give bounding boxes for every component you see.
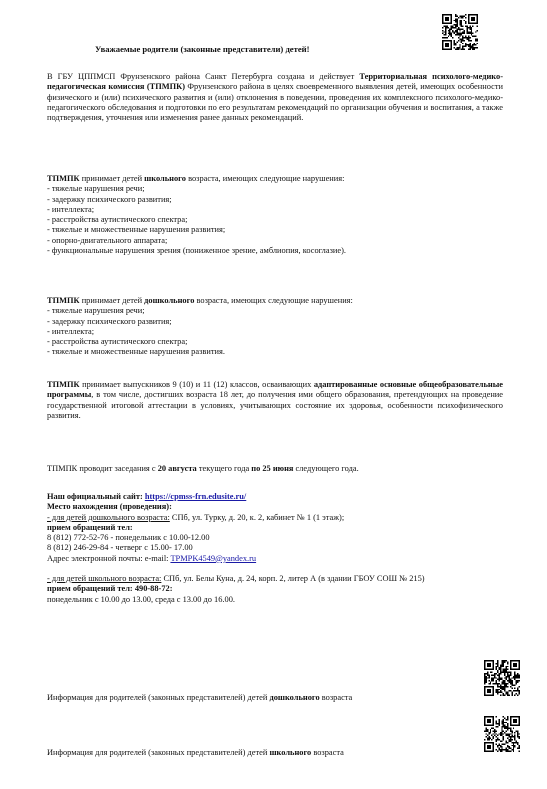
list-item: - тяжелые и множественные нарушения развития; [47,225,226,235]
list-item: - функциональные нарушения зрения (пониженное зрение, амблиопия, косоглазие). [47,246,346,256]
preschool-section [47,296,503,358]
intro-paragraph: В ГБУ ЦППМСП Фрунзенского района Санкт Петербурга создана и действует Территориальная психолого-медико-педагогическая комиссия (ТПМПК) Фрунзенского района в целях своевременного выявления детей, имеющих особенности физического и (или) психического развития и (или) отклонения в поведении, проведения их комплексного психолого-медико-педагогического обследования и подготовки по его результатам рекомендаций по организации обучения и воспитания, а также подтверждения, уточнения или изменения ранее данных рекомендаций. [47,72,503,123]
site-line: Наш официальный сайт: https://cpmss-frn.edusite.ru/ [47,492,247,501]
footer-school-info: Информация для родителей (законных представителей) детей школьного возраста [47,748,344,757]
list-item: - задержку психического развития; [47,316,172,326]
phone-line: 8 (812) 772-52-76 - понедельник с 10.00-12.00 [47,533,210,543]
preschool-address: - для детей дошкольного возраста: СПб, ул. Турку, д. 20, к. 2, кабинет № 1 (1 этаж); [47,512,345,522]
school-lead: ТПМПК принимает детей школьного возраста, имеющих следующие нарушения: [47,174,345,183]
list-item: - тяжелые и множественные нарушения развития. [47,347,225,357]
school-address: - для детей школьного возраста: СПб, ул. Белы Куна, д. 24, корп. 2, литер А (в здании ГБОУ СОШ № 215) [47,574,425,584]
email-line: Адрес электронной почты: e-mail: TPMPK4549@yandex.ru [47,553,257,563]
email-link[interactable]: TPMPK4549@yandex.ru [170,553,257,563]
list-item: - тяжелые нарушения речи; [47,184,145,194]
school-section [47,174,503,256]
school-phone-label: прием обращений тел: 490-88-72: [47,584,173,594]
phones-label: прием обращений тел: [47,522,133,532]
qr-code-preschool [484,660,520,696]
phone-line: 8 (812) 246-29-84 - четверг с 15.00- 17.00 [47,543,193,553]
page-title: Уважаемые родители (законные представители) детей! [95,44,310,54]
preschool-lead: ТПМПК принимает детей дошкольного возраста, имеющих следующие нарушения: [47,296,353,305]
list-item: - задержку психического развития; [47,194,172,204]
list-item: - расстройства аутистического спектра; [47,337,188,347]
contacts-section [47,492,503,605]
list-item: - тяжелые нарушения речи; [47,306,145,316]
qr-code-top [442,14,478,50]
list-item: - опорно-двигательного аппарата; [47,235,168,245]
list-item: - интеллекта; [47,204,95,214]
schedule-paragraph: ТПМПК проводит заседания с 20 августа текущего года по 25 июня следующего года. [47,464,359,473]
footer-preschool-info: Информация для родителей (законных представителей) детей дошкольного возраста [47,693,353,702]
qr-code-school [484,716,520,752]
school-hours: понедельник с 10.00 до 13.00, среда с 13.00 до 16.00. [47,594,235,604]
graduates-paragraph: ТПМПК принимает выпускников 9 (10) и 11 (12) классов, осваивающих адаптированные основные общеобразовательные программы, в том числе, достигших возраста 18 лет, до получения ими общего образования, претендующих на проведение государственной итоговой аттестации в условиях, учитывающих состояние их здоровья, особенности психофизического развития. [47,380,503,420]
list-item: - интеллекта; [47,326,95,336]
site-link[interactable]: https://cpmss-frn.edusite.ru/ [144,492,247,501]
list-item: - расстройства аутистического спектра; [47,215,188,225]
location-label: Место нахождения (проведения): [47,502,172,512]
